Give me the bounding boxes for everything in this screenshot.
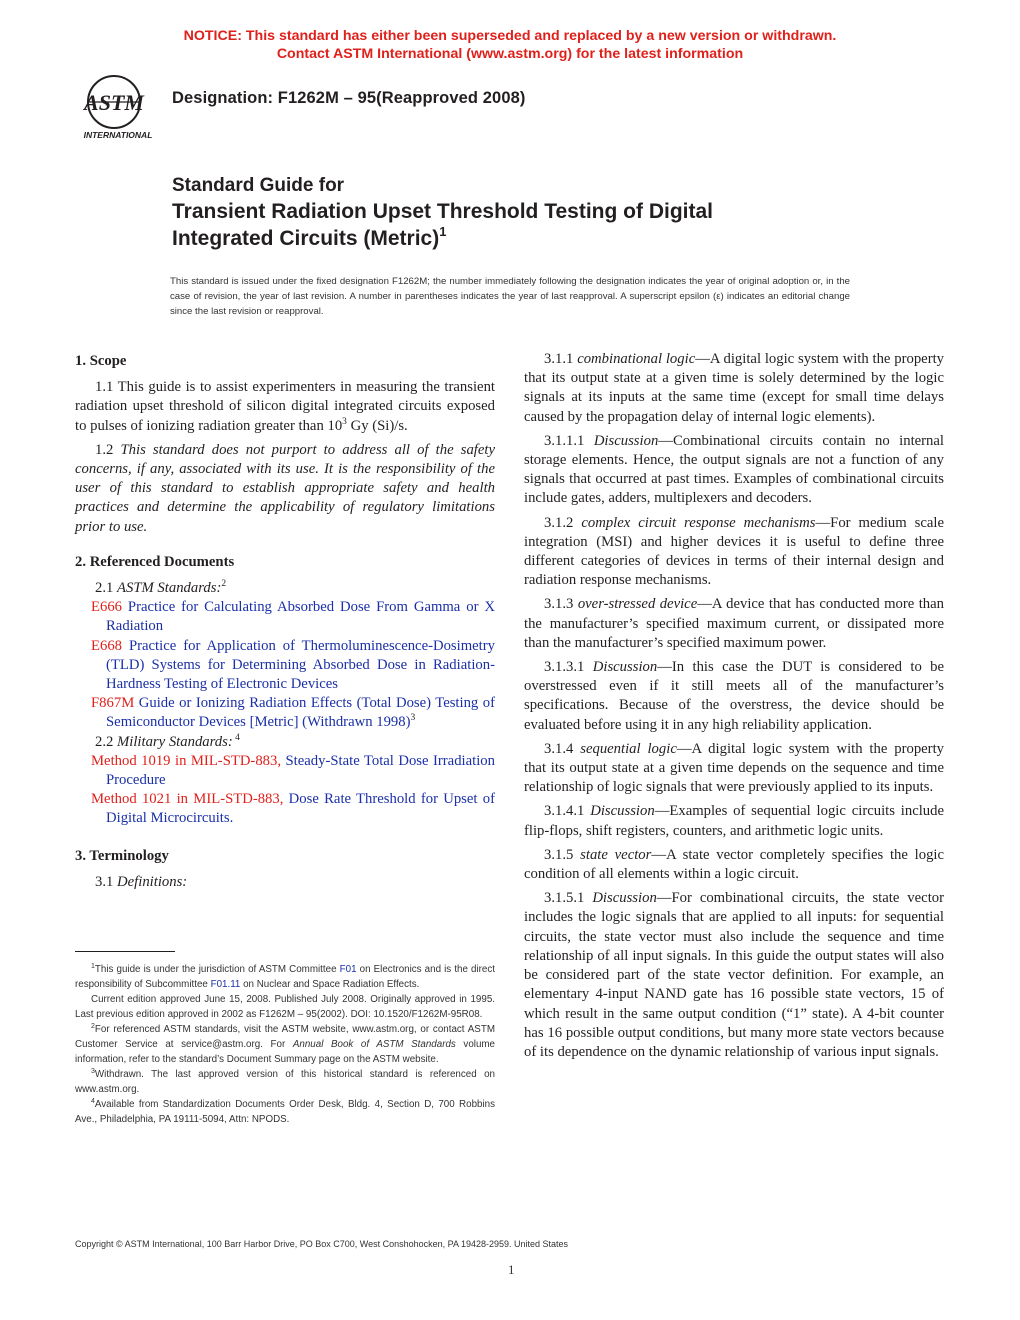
page-number: 1 — [508, 1262, 515, 1277]
logo-text: ASTM — [84, 90, 144, 115]
definition-3-1-3: 3.1.3 over-stressed device—A device that has conducted more than the manufacturer’s specified maximum current, or dissipated more than the manufacturer’s specified maximum power. — [524, 596, 945, 651]
footnotes — [75, 962, 495, 1127]
section-3-heading: 3. Terminology — [75, 847, 169, 864]
notice-line-2: Contact ASTM International (www.astm.org) for the latest information — [276, 46, 744, 62]
discussion-3-1-3-1: 3.1.3.1 Discussion—In this case the DUT is considered to be overstressed even if it still meets all of the manufacturer’s specifications. Because of the overstress, the device should be evaluated before using it in any high reliability application. — [524, 659, 945, 733]
footnote-1-edition: Current edition approved June 15, 2008. Published July 2008. Originally approved in 1995. Last previous edition approved in 2002 as F1262M – 95(2002). DOI: 10.1520/F1262M-95R08. — [75, 994, 495, 1020]
issued-note: This standard is issued under the fixed designation F1262M; the number immediately following the designation indicates the year of original adoption or, in the case of revision, the year of last revision. A number in parentheses indicates the year of last reapproval. A superscript epsilon (ε) indicates an editorial change since the last revision or reapproval. — [170, 276, 850, 317]
designation: Designation: F1262M – 95(Reapproved 2008) — [172, 89, 526, 107]
reference-method-1021[interactable]: Method 1021 in MIL-STD-883, Dose Rate Threshold for Upset of Digital Microcircuits. — [91, 791, 495, 827]
footnote-4: $^4$Available from Standardization Documents Order Desk, Bldg. 4, Section D, 700 Robbins Ave., Philadelphia, PA 19111-5094, Attn: NPODS. — [75, 1098, 495, 1125]
title-line-3: Integrated Circuits (Metric) — [172, 227, 440, 250]
reference-method-1019[interactable]: Method 1019 in MIL-STD-883, Steady-State Total Dose Irradiation Procedure — [91, 752, 495, 789]
paragraph-3-1: 3.1 Definitions: — [95, 873, 188, 890]
reference-e668[interactable]: E668 Practice for Application of Thermoluminescence-Dosimetry (TLD) Systems for Determining Absorbed Dose in Radiation-Hardness Testing of Electronic Devices — [91, 637, 495, 693]
notice-banner — [0, 27, 1020, 63]
title-line-2: Transient Radiation Upset Threshold Testing of Digital — [172, 200, 713, 223]
footnote-1: $^1$This guide is under the jurisdiction of ASTM Committee F01 on Electronics and is the direct responsibility of Subcommittee F01.11 on Nuclear and Space Radiation Effects. — [75, 963, 496, 990]
definition-3-1-5: 3.1.5 state vector—A state vector completely specifies the logic condition of all elements within a logic circuit. — [524, 846, 945, 883]
title-footnote-mark: 1 — [439, 224, 447, 239]
discussion-3-1-4-1: 3.1.4.1 Discussion—Examples of sequential logic circuits include flip-flops, shift registers, counters, and arithmetic logic units. — [524, 803, 945, 839]
paragraph-1-2: 1.2 This standard does not purport to address all of the safety concerns, if any, associated with its use. It is the responsibility of the user of this standard to establish appropriate safety and health practices and determine the applicability of regulatory limitations prior to use. — [75, 441, 496, 535]
right-column — [524, 350, 944, 1067]
paragraph-2-2: 2.2 Military Standards: $^4$ — [95, 732, 240, 750]
link-f01[interactable]: F01 — [339, 964, 357, 975]
footnote-2: $^2$For referenced ASTM standards, visit the ASTM website, www.astm.org, or contact ASTM Customer Service at service@astm.org. For Annual Book of ASTM Standards volume information, refer to the standard’s Document Summary page on the ASTM website. — [75, 1023, 496, 1065]
definition-3-1-2: 3.1.2 complex circuit response mechanisms—For medium scale integration (MSI) and higher devices it is useful to define three different categories of devices in terms of their internal design and radiation response mechanisms. — [524, 514, 944, 589]
reference-f867m[interactable]: F867M Guide or Ionizing Radiation Effects (Total Dose) Testing of Semiconductor Devices [Metric] (Withdrawn 1998)$^3$ — [91, 695, 495, 731]
notice-line-1: NOTICE: This standard has either been superseded and replaced by a new version or withdrawn. — [183, 28, 837, 44]
reference-e666[interactable]: E666 Practice for Calculating Absorbed Dose From Gamma or X Radiation — [91, 599, 495, 635]
definition-3-1-1: 3.1.1 combinational logic—A digital logic system with the property that its output state at a given time is solely determined by the logic signals at its inputs at the same time (except for small time delays caused by the propagation delay of internal logic elements). — [524, 351, 945, 425]
discussion-3-1-1-1: 3.1.1.1 Discussion—Combinational circuits contain no internal storage elements. Hence, the output signals are not a function of any signals that occurred at past times. Examples of combinational circuits include gates, adders, multiplexers and decoders. — [524, 432, 945, 507]
discussion-3-1-5-1: 3.1.5.1 Discussion—For combinational circuits, the state vector includes the logic signals that are applied to all inputs: for sequential circuits, the state vector must also include the sequence and time relationship of all input signals. In this guide the output states will also be considered part of the state vector definition. For example, an elementary 4-input NAND gate has 16 possible state vectors, 15 of which result in the same output condition (“1” state). A 4-bit counter has 16 possible output conditions, but many more state vectors because of its dependence on the dynamic relationship of various input signals. — [524, 890, 945, 1060]
section-1-heading: 1. Scope — [75, 353, 127, 369]
left-column — [75, 350, 495, 897]
section-2-heading: 2. Referenced Documents — [75, 553, 235, 570]
footnote-divider — [75, 951, 175, 952]
paragraph-2-1: 2.1 ASTM Standards:$^2$ — [95, 579, 227, 597]
link-f01-11[interactable]: F01.11 — [210, 979, 241, 990]
logo-subtext: INTERNATIONAL — [83, 130, 153, 140]
copyright: Copyright © ASTM International, 100 Barr Harbor Drive, PO Box C700, West Conshohocken, PA 19428-2959. United States — [75, 1239, 569, 1249]
definition-3-1-4: 3.1.4 sequential logic—A digital logic system with the property that its output state at a given time depends on the sequence and time relationship of logic signals that were previously applied to its inputs. — [524, 740, 944, 796]
footnote-3: $^3$Withdrawn. The last approved version of this historical standard is referenced on www.astm.org. — [75, 1068, 495, 1095]
document-title — [172, 174, 713, 252]
title-line-1: Standard Guide for — [172, 175, 345, 196]
paragraph-1-1: 1.1 This guide is to assist experimenters in measuring the transient radiation upset threshold of silicon digital integrated circuits exposed to pulses of ionizing radiation greater than $10^3$ Gy (Si)/s. — [75, 379, 495, 434]
astm-logo — [72, 72, 162, 142]
